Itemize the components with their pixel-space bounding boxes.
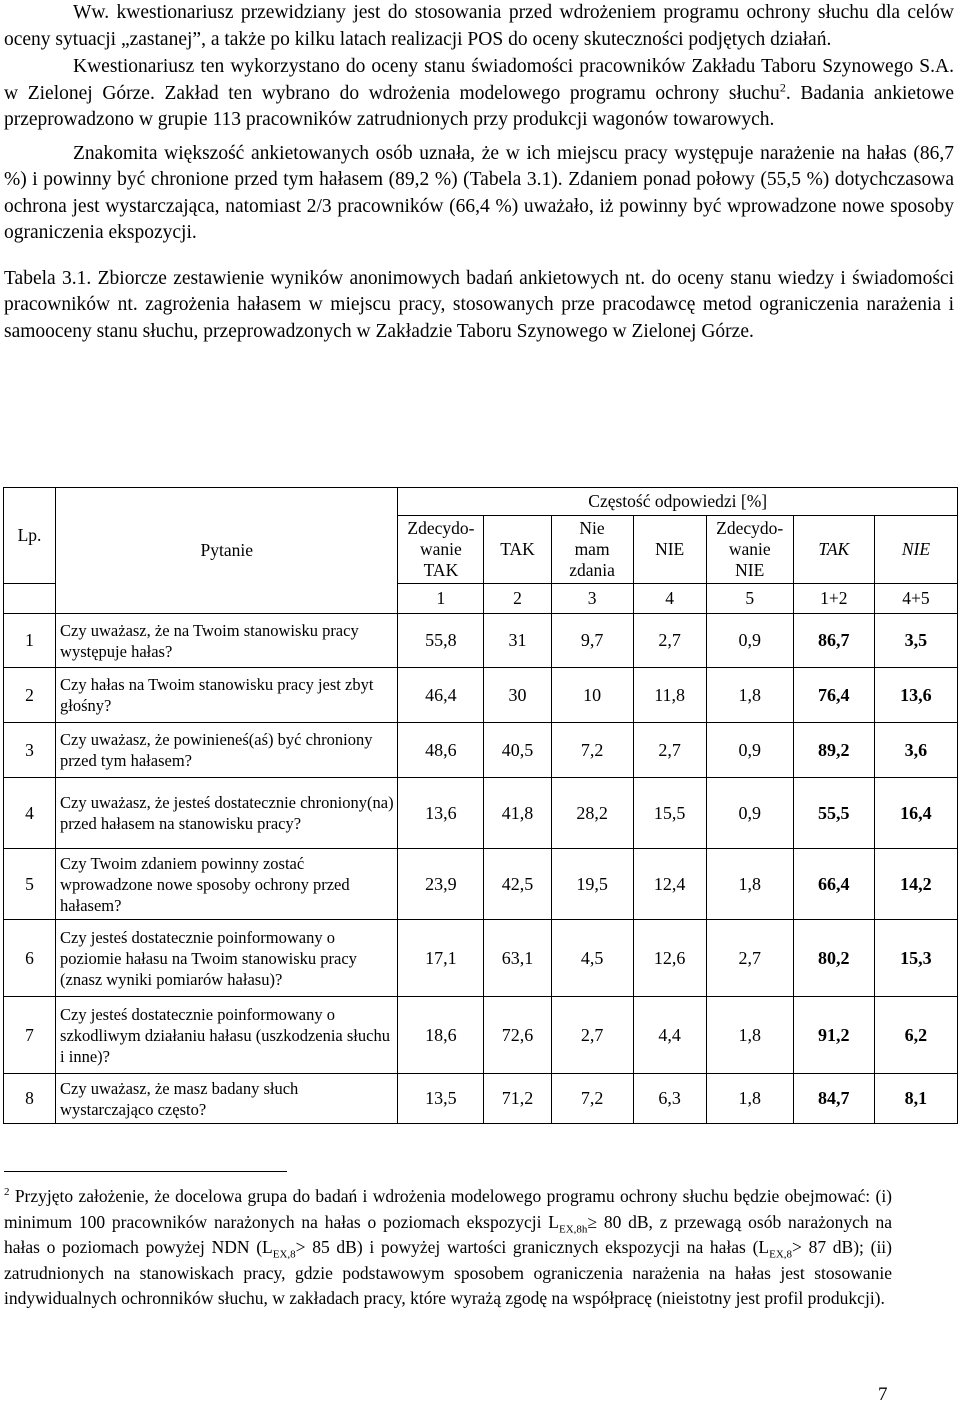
- row-lp: 6: [4, 920, 56, 997]
- row-value: 23,9: [398, 849, 484, 920]
- row-lp: 1: [4, 614, 56, 668]
- row-value: 1,8: [706, 1074, 793, 1124]
- row-value: 2,7: [706, 920, 793, 997]
- header-nie-mam-zdania: Nie mam zdania: [551, 516, 633, 584]
- row-sum-nie: 15,3: [874, 920, 957, 997]
- row-sum-nie: 14,2: [874, 849, 957, 920]
- row-value: 72,6: [484, 997, 551, 1074]
- row-sum-nie: 8,1: [874, 1074, 957, 1124]
- header-pytanie: Pytanie: [56, 488, 398, 614]
- row-question: Czy jesteś dostatecznie poinformowany o szkodliwym działaniu hałasu (uszkodzenia słuchu i inne)?: [56, 997, 398, 1074]
- row-sum-nie: 16,4: [874, 778, 957, 849]
- footnote-2: [4, 1184, 892, 1312]
- col-index: 4: [633, 584, 706, 614]
- row-lp: 7: [4, 997, 56, 1074]
- footnote-number: 2: [4, 1186, 10, 1199]
- row-value: 12,4: [633, 849, 706, 920]
- row-value: 4,4: [633, 997, 706, 1074]
- row-sum-nie: 13,6: [874, 668, 957, 723]
- row-value: 1,8: [706, 849, 793, 920]
- row-value: 7,2: [551, 1074, 633, 1124]
- footnote-subscript: EX,8: [769, 1248, 793, 1261]
- row-value: 13,6: [398, 778, 484, 849]
- row-sum-tak: 55,5: [793, 778, 874, 849]
- footnote-text: ≥ 80 dB, z przewagą osób narażonych na hałas o poziomach powyżej NDN (L: [4, 1211, 892, 1257]
- row-value: 17,1: [398, 920, 484, 997]
- row-value: 31: [484, 614, 551, 668]
- row-sum-tak: 76,4: [793, 668, 874, 723]
- row-value: 40,5: [484, 723, 551, 778]
- col-index: 5: [706, 584, 793, 614]
- header-nie-sum: NIE: [874, 516, 957, 584]
- table-row: [4, 1074, 958, 1124]
- document-body: [4, 0, 954, 345]
- footnote-text: > 85 dB) i powyżej wartości granicznych ekspozycji na hałas (L: [295, 1237, 770, 1257]
- row-question: Czy hałas na Twoim stanowisku pracy jest zbyt głośny?: [56, 668, 398, 723]
- row-value: 2,7: [551, 997, 633, 1074]
- row-value: 9,7: [551, 614, 633, 668]
- row-value: 1,8: [706, 997, 793, 1074]
- row-value: 18,6: [398, 997, 484, 1074]
- row-value: 0,9: [706, 614, 793, 668]
- col-index: 1+2: [793, 584, 874, 614]
- footnote-subscript: EX,8h: [559, 1223, 588, 1235]
- row-lp: 3: [4, 723, 56, 778]
- row-sum-tak: 91,2: [793, 997, 874, 1074]
- row-value: 41,8: [484, 778, 551, 849]
- row-value: 0,9: [706, 723, 793, 778]
- row-value: 30: [484, 668, 551, 723]
- row-value: 55,8: [398, 614, 484, 668]
- row-value: 28,2: [551, 778, 633, 849]
- row-value: 11,8: [633, 668, 706, 723]
- row-value: 10: [551, 668, 633, 723]
- row-value: 1,8: [706, 668, 793, 723]
- row-sum-tak: 84,7: [793, 1074, 874, 1124]
- row-value: 12,6: [633, 920, 706, 997]
- row-value: 46,4: [398, 668, 484, 723]
- col-index: 4+5: [874, 584, 957, 614]
- header-tak: TAK: [484, 516, 551, 584]
- row-value: 4,5: [551, 920, 633, 997]
- header-lp: Lp.: [4, 488, 56, 584]
- paragraph-questionnaire-use: [4, 54, 954, 134]
- table-row: [4, 920, 958, 997]
- footnote-text: > 87 dB); (ii) zatrudnionych na stanowiskach pracy, gdzie podstawowym sposobem ograniczenia narażenia na hałas jest stosowanie indywidualnych ochronników słuchu, w zakładach pracy, które wyrażą zgodę na współpracę (nieistotny jest profil produkcji).: [4, 1237, 892, 1308]
- survey-results-table: [3, 487, 958, 1124]
- paragraph-results: Znakomita większość ankietowanych osób uznała, że w ich miejscu pracy występuje narażenie na hałas (86,7 %) i powinny być chronione przed tym hałasem (89,2 %) (Tabela 3.1). Zdaniem ponad połowy (55,5 %) dotychczasowa ochrona jest wystarczająca, natomiast 2/3 pracowników (66,4 %) uważało, iż powinny być wprowadzone nowe sposoby ograniczenia ekspozycji.: [4, 142, 954, 243]
- table-caption: Tabela 3.1. Zbiorcze zestawienie wyników anonimowych badań ankietowych nt. do oceny stanu wiedzy i świadomości pracowników nt. zagrożenia hałasem w miejscu pracy, stosowanych prze pracodawcę metod ograniczenia narażenia i samooceny stanu słuchu, przeprowadzonych w Zakładzie Taboru Szynowego w Zielonej Górze.: [4, 267, 954, 342]
- row-value: 13,5: [398, 1074, 484, 1124]
- row-value: 7,2: [551, 723, 633, 778]
- row-value: 6,3: [633, 1074, 706, 1124]
- row-value: 2,7: [633, 723, 706, 778]
- row-sum-tak: 80,2: [793, 920, 874, 997]
- row-question: Czy uważasz, że powinieneś(aś) być chroniony przed tym hałasem?: [56, 723, 398, 778]
- header-zdecydowanie-tak: Zdecydo- wanie TAK: [398, 516, 484, 584]
- row-sum-tak: 86,7: [793, 614, 874, 668]
- row-question: Czy uważasz, że masz badany słuch wystarczająco często?: [56, 1074, 398, 1124]
- footnote-divider: [4, 1171, 287, 1172]
- table-row: [4, 778, 958, 849]
- paragraph-questionnaire-text: Kwestionariusz ten wykorzystano do oceny stanu świadomości pracowników Zakładu Taboru Szynowego S.A. w Zielonej Górze. Zakład ten wybrano do wdrożenia modelowego programu ochrony słuchu: [4, 56, 954, 104]
- row-lp: 4: [4, 778, 56, 849]
- footnote-text: Przyjęto założenie, że docelowa grupa do badań i wdrożenia modelowego programu ochrony słuchu będzie obejmować: (i) minimum 100 pracowników narażonych na hałas o poziomach ekspozycji L: [4, 1186, 893, 1232]
- table-row: [4, 997, 958, 1074]
- lp-empty-cell: [4, 584, 56, 614]
- row-question: Czy Twoim zdaniem powinny zostać wprowadzone nowe sposoby ochrony przed hałasem?: [56, 849, 398, 920]
- page-number: 7: [878, 1384, 888, 1405]
- row-question: Czy uważasz, że na Twoim stanowisku pracy występuje hałas?: [56, 614, 398, 668]
- col-index: 2: [484, 584, 551, 614]
- header-czestosc: Częstość odpowiedzi [%]: [398, 488, 958, 516]
- table-row: [4, 723, 958, 778]
- row-value: 71,2: [484, 1074, 551, 1124]
- row-value: 42,5: [484, 849, 551, 920]
- header-nie: NIE: [633, 516, 706, 584]
- table-row: [4, 668, 958, 723]
- header-tak-sum: TAK: [793, 516, 874, 584]
- paragraph-questionnaire-end: . Badania ankietowe przeprowadzono w grupie 113 pracowników zatrudnionych przy produkcji wagonów towarowych.: [4, 82, 954, 130]
- table-row: [4, 849, 958, 920]
- row-value: 0,9: [706, 778, 793, 849]
- paragraph-intro: Ww. kwestionariusz przewidziany jest do stosowania przed wdrożeniem programu ochrony słuchu dla celów oceny sytuacji „zastanej”, a także po kilku latach realizacji POS do oceny skuteczności podjętych działań.: [4, 2, 954, 50]
- row-sum-tak: 89,2: [793, 723, 874, 778]
- row-sum-nie: 6,2: [874, 997, 957, 1074]
- footnote-subscript: EX,8: [272, 1248, 296, 1261]
- col-index: 1: [398, 584, 484, 614]
- row-value: 15,5: [633, 778, 706, 849]
- row-value: 63,1: [484, 920, 551, 997]
- row-sum-nie: 3,6: [874, 723, 957, 778]
- row-question: Czy uważasz, że jesteś dostatecznie chroniony(na) przed hałasem na stanowisku pracy?: [56, 778, 398, 849]
- row-question: Czy jesteś dostatecznie poinformowany o poziomie hałasu na Twoim stanowisku pracy (znasz wyniki pomiarów hałasu)?: [56, 920, 398, 997]
- row-sum-nie: 3,5: [874, 614, 957, 668]
- col-index: 3: [551, 584, 633, 614]
- header-zdecydowanie-nie: Zdecydo- wanie NIE: [706, 516, 793, 584]
- row-sum-tak: 66,4: [793, 849, 874, 920]
- table-row: [4, 614, 958, 668]
- row-lp: 5: [4, 849, 56, 920]
- row-lp: 2: [4, 668, 56, 723]
- row-value: 48,6: [398, 723, 484, 778]
- row-value: 19,5: [551, 849, 633, 920]
- row-value: 2,7: [633, 614, 706, 668]
- footnote-ref-2[interactable]: 2: [779, 80, 786, 94]
- row-lp: 8: [4, 1074, 56, 1124]
